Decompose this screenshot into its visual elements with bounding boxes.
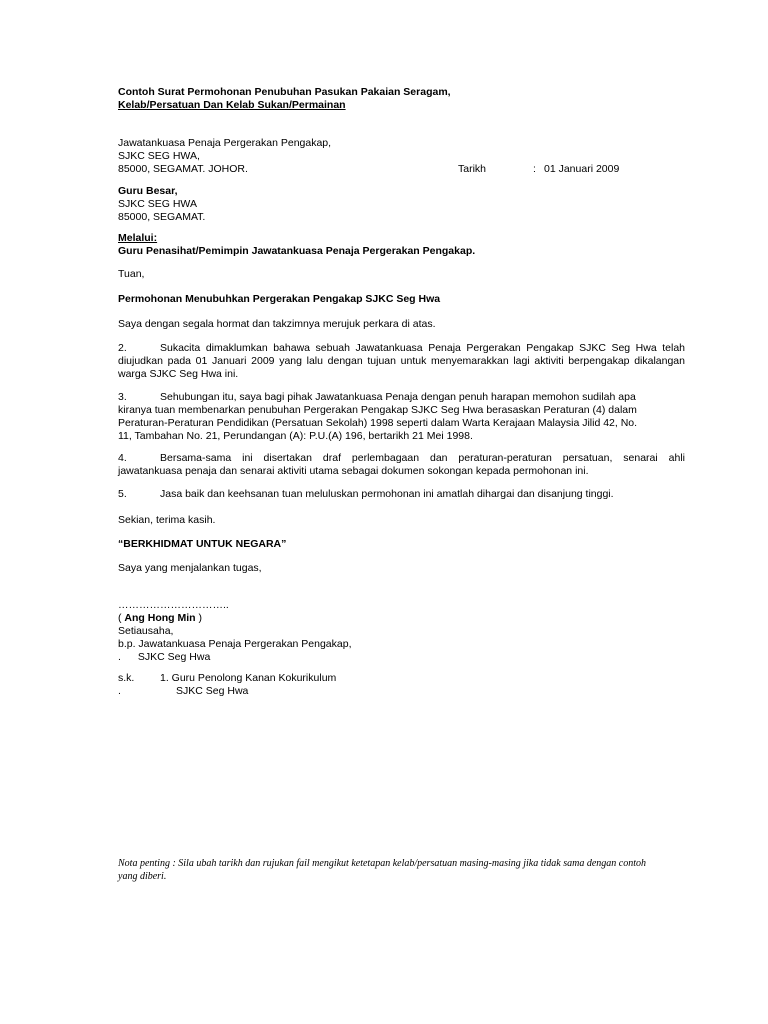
via-block <box>118 232 475 258</box>
date-separator: : <box>533 163 536 175</box>
paragraph-5: Jasa baik dan keehsanan tuan meluluskan permohonan ini amatlah dihargai dan disanjung tinggi. <box>160 488 614 500</box>
cc-label: s.k. <box>118 672 135 684</box>
paragraph-line: Peraturan-Peraturan Pendidikan (Persatuan Sekolah) 1998 seperti dalam Warta Kerajaan Malaysia Jilid 42, No. <box>118 417 638 429</box>
paragraph-number: 2. <box>118 342 127 354</box>
signatory-school-line <box>118 651 352 664</box>
paragraph-line: 11, Tambahan No. 21, Perundangan (A): P.U.(A) 196, bertarikh 21 Mei 1998. <box>118 430 473 442</box>
signatory-school: SJKC Seg Hwa <box>137 651 211 663</box>
recipient-address <box>118 185 205 224</box>
signatory-close-paren: ) <box>195 612 202 624</box>
signatory-org: b.p. Jawatankuasa Penaja Pergerakan Pengakap, <box>118 638 352 650</box>
recipient-line: 85000, SEGAMAT. <box>118 211 206 223</box>
heading-line-2: Kelab/Persatuan Dan Kelab Sukan/Permainan <box>118 99 346 111</box>
heading-line-1: Contoh Surat Permohonan Penubuhan Pasukan Pakaian Seragam, <box>118 86 451 98</box>
date-label: Tarikh <box>458 163 487 175</box>
signatory-name-line <box>118 612 352 625</box>
paragraph-3 <box>118 391 685 443</box>
salutation: Tuan, <box>118 268 145 280</box>
sender-line: 85000, SEGAMAT. JOHOR. <box>118 163 248 175</box>
letter-page <box>118 0 688 1024</box>
recipient-name: Guru Besar, <box>118 185 178 197</box>
motto: “BERKHIDMAT UNTUK NEGARA” <box>118 538 287 550</box>
note-line-1: Nota penting : Sila ubah tarikh dan rujukan fail mengikut ketetapan kelab/persatuan masing-masing jika tidak sama dengan contoh <box>118 858 646 869</box>
signature-block <box>118 599 352 664</box>
via-text: Guru Penasihat/Pemimpin Jawatankuasa Penaja Pergerakan Pengakap. <box>118 245 476 257</box>
paragraph-line: jawatankuasa penaja dan senarai aktiviti utama sebagai dokumen sokongan kepada permohonan ini. <box>118 465 589 477</box>
paragraph-line: Sehubungan itu, saya bagi pihak Jawatankuasa Penaja dengan penuh harapan memohon sudilah apa <box>160 391 636 403</box>
paragraph-number: 5. <box>118 488 127 500</box>
paragraph-2 <box>118 342 685 381</box>
cc-school: SJKC Seg Hwa <box>176 685 249 697</box>
note-line-2: yang diberi. <box>118 871 167 882</box>
signatory-name: Ang Hong Min <box>124 612 196 624</box>
paragraph-4 <box>118 452 685 478</box>
signatory-title: Setiausaha, <box>118 625 174 637</box>
date-value: 01 Januari 2009 <box>544 163 620 175</box>
paragraph-1: Saya dengan segala hormat dan takzimnya merujuk perkara di atas. <box>118 318 436 330</box>
paragraph-number: 4. <box>118 452 127 464</box>
sender-address <box>118 137 331 176</box>
signatory-open-paren: ( <box>118 612 125 624</box>
paragraph-line: kiranya tuan membenarkan penubuhan Pergerakan Pengakap SJKC Seg Hwa berasaskan Peraturan (4) dalam <box>118 404 637 416</box>
signature-dots: ………………………….. <box>118 599 229 611</box>
sender-line: Jawatankuasa Penaja Pergerakan Pengakap, <box>118 137 332 149</box>
closing-line: Sekian, terima kasih. <box>118 514 216 526</box>
cc-dot: . <box>118 685 121 697</box>
signatory-dot: . <box>118 651 121 663</box>
paragraph-line: diujudkan pada 01 Januari 2009 yang lalu dengan tujuan untuk menyemarakkan lagi aktiviti berpengakap dikalangan <box>118 355 685 367</box>
cc-item: 1. Guru Penolong Kanan Kokurikulum <box>160 672 337 684</box>
duty-line: Saya yang menjalankan tugas, <box>118 562 262 574</box>
paragraph-number: 3. <box>118 391 127 403</box>
paragraph-line: warga SJKC Seg Hwa ini. <box>118 368 239 380</box>
recipient-line: SJKC SEG HWA <box>118 198 197 210</box>
paragraph-line: Sukacita dimaklumkan bahawa sebuah Jawatankuasa Penaja Pergerakan Pengakap SJKC Seg Hwa telah <box>160 342 685 354</box>
paragraph-line: Bersama-sama ini disertakan draf perlembagaan dan peraturan-peraturan persatuan, senarai ahli <box>160 452 685 464</box>
sender-line: SJKC SEG HWA, <box>118 150 200 162</box>
subject-line: Permohonan Menubuhkan Pergerakan Pengakap SJKC Seg Hwa <box>118 293 441 305</box>
via-label: Melalui: <box>118 232 158 244</box>
important-note <box>118 857 646 883</box>
heading <box>118 86 451 112</box>
